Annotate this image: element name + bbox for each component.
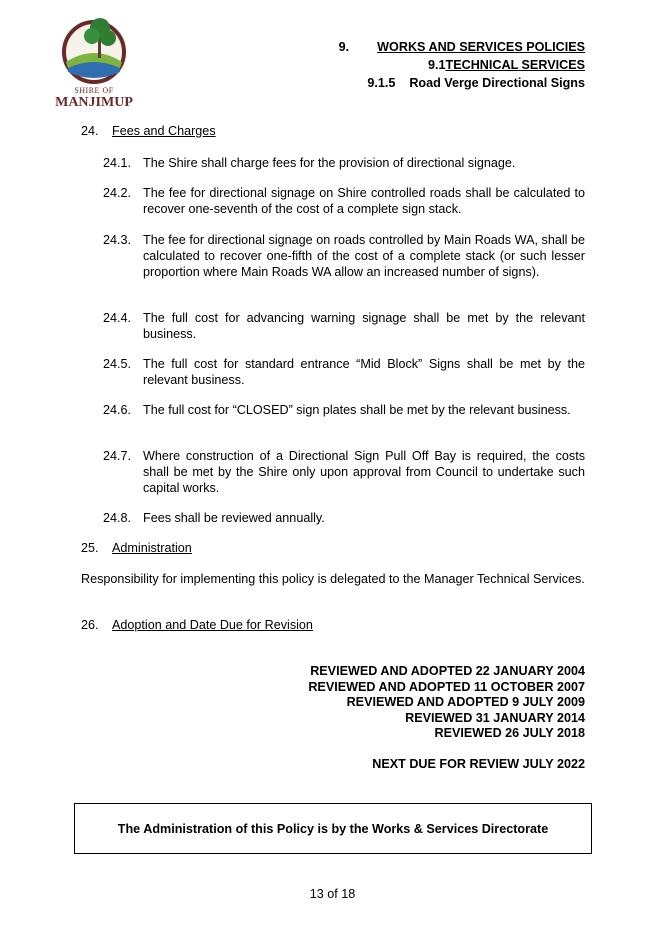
page-number: 13 of 18: [309, 887, 356, 901]
header-chapter: [339, 40, 585, 54]
section-26-title: Adoption and Date Due for Revision: [112, 618, 313, 632]
item-number: 24.6.: [103, 403, 132, 417]
item-number: 24.7.: [103, 449, 132, 463]
section-24-number: 24.: [81, 124, 99, 138]
item-text: The fee for directional signage on roads controlled by Main Roads WA, shall be calculated to recover one-fifth of the cost of a complete stack (or such lesser proportion where Main Roads WA allow an increased number of signs).: [143, 233, 585, 279]
section-24-title: Fees and Charges: [112, 124, 216, 138]
tree-emblem-icon: [54, 14, 134, 86]
section-heading-25: [81, 541, 192, 555]
section-title: TECHNICAL SERVICES: [445, 58, 585, 72]
administration-box-text: The Administration of this Policy is by the Works & Services Directorate: [117, 821, 549, 836]
chapter-title: WORKS AND SERVICES POLICIES: [377, 40, 585, 54]
section-25-title: Administration: [112, 541, 192, 555]
item-text: The full cost for advancing warning signage shall be met by the relevant business.: [143, 311, 585, 341]
item-text: The fee for directional signage on Shire controlled roads shall be calculated to recover one-seventh of the cost of a complete sign stack.: [143, 186, 585, 216]
item-number: 24.3.: [103, 233, 132, 247]
item-number: 24.8.: [103, 511, 132, 525]
section-heading-26: [81, 618, 313, 632]
item-text: Where construction of a Directional Sign Pull Off Bay is required, the costs shall be met by the Shire only upon approval from Council to undertake such capital works.: [143, 449, 585, 495]
logo-text-shire-of: SHIRE OF: [74, 86, 114, 95]
item-number: 24.4.: [103, 311, 132, 325]
shire-logo: [54, 14, 134, 114]
item-number: 24.1.: [103, 156, 132, 170]
list-item-24-1: [103, 155, 585, 171]
administration-paragraph: Responsibility for implementing this policy is delegated to the Manager Technical Services.: [81, 572, 585, 586]
section-number: 9.1: [427, 58, 446, 72]
adoption-line: REVIEWED AND ADOPTED 22 JANUARY 2004: [310, 664, 585, 678]
item-number: 24.2.: [103, 186, 132, 200]
item-text: The full cost for standard entrance “Mid Block” Signs shall be met by the relevant business.: [143, 357, 585, 387]
list-item-24-8: [103, 510, 585, 526]
chapter-number: 9.: [338, 40, 350, 54]
list-item-24-4: [103, 310, 585, 342]
item-number: 24.5.: [103, 357, 132, 371]
item-text: The Shire shall charge fees for the provision of directional signage.: [143, 156, 516, 170]
adoption-line: REVIEWED AND ADOPTED 11 OCTOBER 2007: [308, 679, 585, 694]
list-item-24-3: [103, 232, 585, 280]
adoption-line: REVIEWED 26 JULY 2018: [434, 726, 585, 740]
section-25-number: 25.: [81, 541, 99, 555]
section-heading-24: [81, 124, 216, 138]
adoption-line: REVIEWED 31 JANUARY 2014: [405, 710, 585, 725]
policy-title: Road Verge Directional Signs: [409, 76, 585, 90]
next-review-date: NEXT DUE FOR REVIEW JULY 2022: [372, 757, 585, 771]
administration-box: [74, 803, 592, 854]
adoption-line: REVIEWED AND ADOPTED 9 JULY 2009: [346, 695, 585, 709]
logo-text-manjimup: MANJIMUP: [55, 95, 133, 110]
adoption-history: [308, 664, 585, 742]
list-item-24-7: [103, 448, 585, 496]
item-text: The full cost for “CLOSED” sign plates shall be met by the relevant business.: [143, 403, 571, 417]
policy-number: 9.1.5: [367, 76, 396, 90]
item-text: Fees shall be reviewed annually.: [143, 511, 325, 525]
list-item-24-6: [103, 402, 585, 418]
section-26-number: 26.: [81, 618, 99, 632]
list-item-24-2: [103, 185, 585, 217]
header-policy: [367, 76, 585, 90]
header-section: [428, 58, 585, 72]
list-item-24-5: [103, 356, 585, 388]
